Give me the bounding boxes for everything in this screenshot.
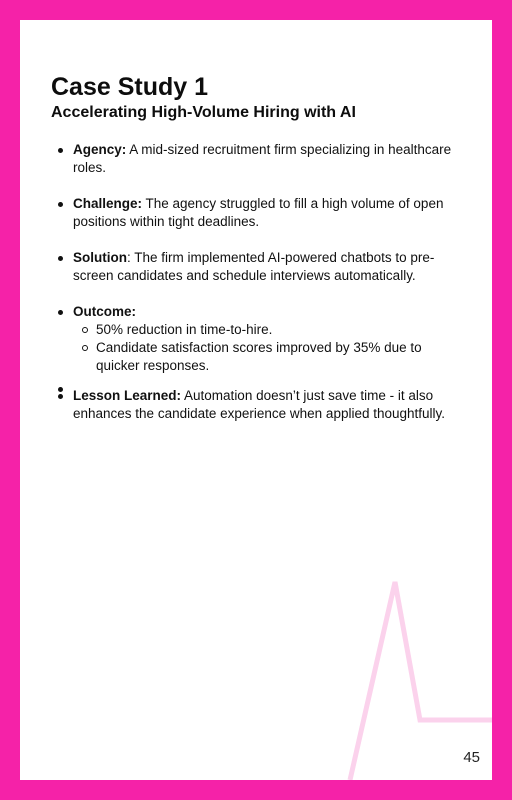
sub-list-item: Candidate satisfaction scores improved by 35% due to quicker responses. bbox=[96, 339, 468, 375]
item-text: A mid-sized recruitment firm specializing in healthcare roles. bbox=[73, 142, 452, 175]
list-item-outcome bbox=[73, 303, 468, 375]
item-label: Lesson Learned: bbox=[73, 388, 182, 403]
page-number: 45 bbox=[463, 749, 480, 766]
case-study-list bbox=[73, 141, 468, 441]
page-subtitle: Accelerating High-Volume Hiring with AI bbox=[51, 104, 356, 121]
item-text: The agency struggled to fill a high volume of open positions within tight deadlines. bbox=[73, 196, 444, 229]
item-text: Automation doesn’t just save time - it also enhances the candidate experience when applied thoughtfully. bbox=[73, 388, 446, 421]
item-text: : The firm implemented AI-powered chatbots to pre-screen candidates and schedule interviews automatically. bbox=[73, 250, 435, 283]
page-title: Case Study 1 bbox=[51, 73, 209, 101]
item-label: Agency: bbox=[73, 142, 127, 157]
list-item-solution bbox=[73, 249, 468, 285]
list-item-lesson-learned bbox=[73, 387, 468, 423]
outcome-sublist bbox=[73, 321, 468, 375]
item-label: Outcome: bbox=[73, 304, 137, 319]
item-label: Solution bbox=[73, 250, 127, 265]
sub-list-item: 50% reduction in time-to-hire. bbox=[96, 321, 468, 339]
list-item-agency bbox=[73, 141, 468, 177]
document-page bbox=[20, 20, 492, 780]
list-item-challenge bbox=[73, 195, 468, 231]
item-label: Challenge: bbox=[73, 196, 143, 211]
